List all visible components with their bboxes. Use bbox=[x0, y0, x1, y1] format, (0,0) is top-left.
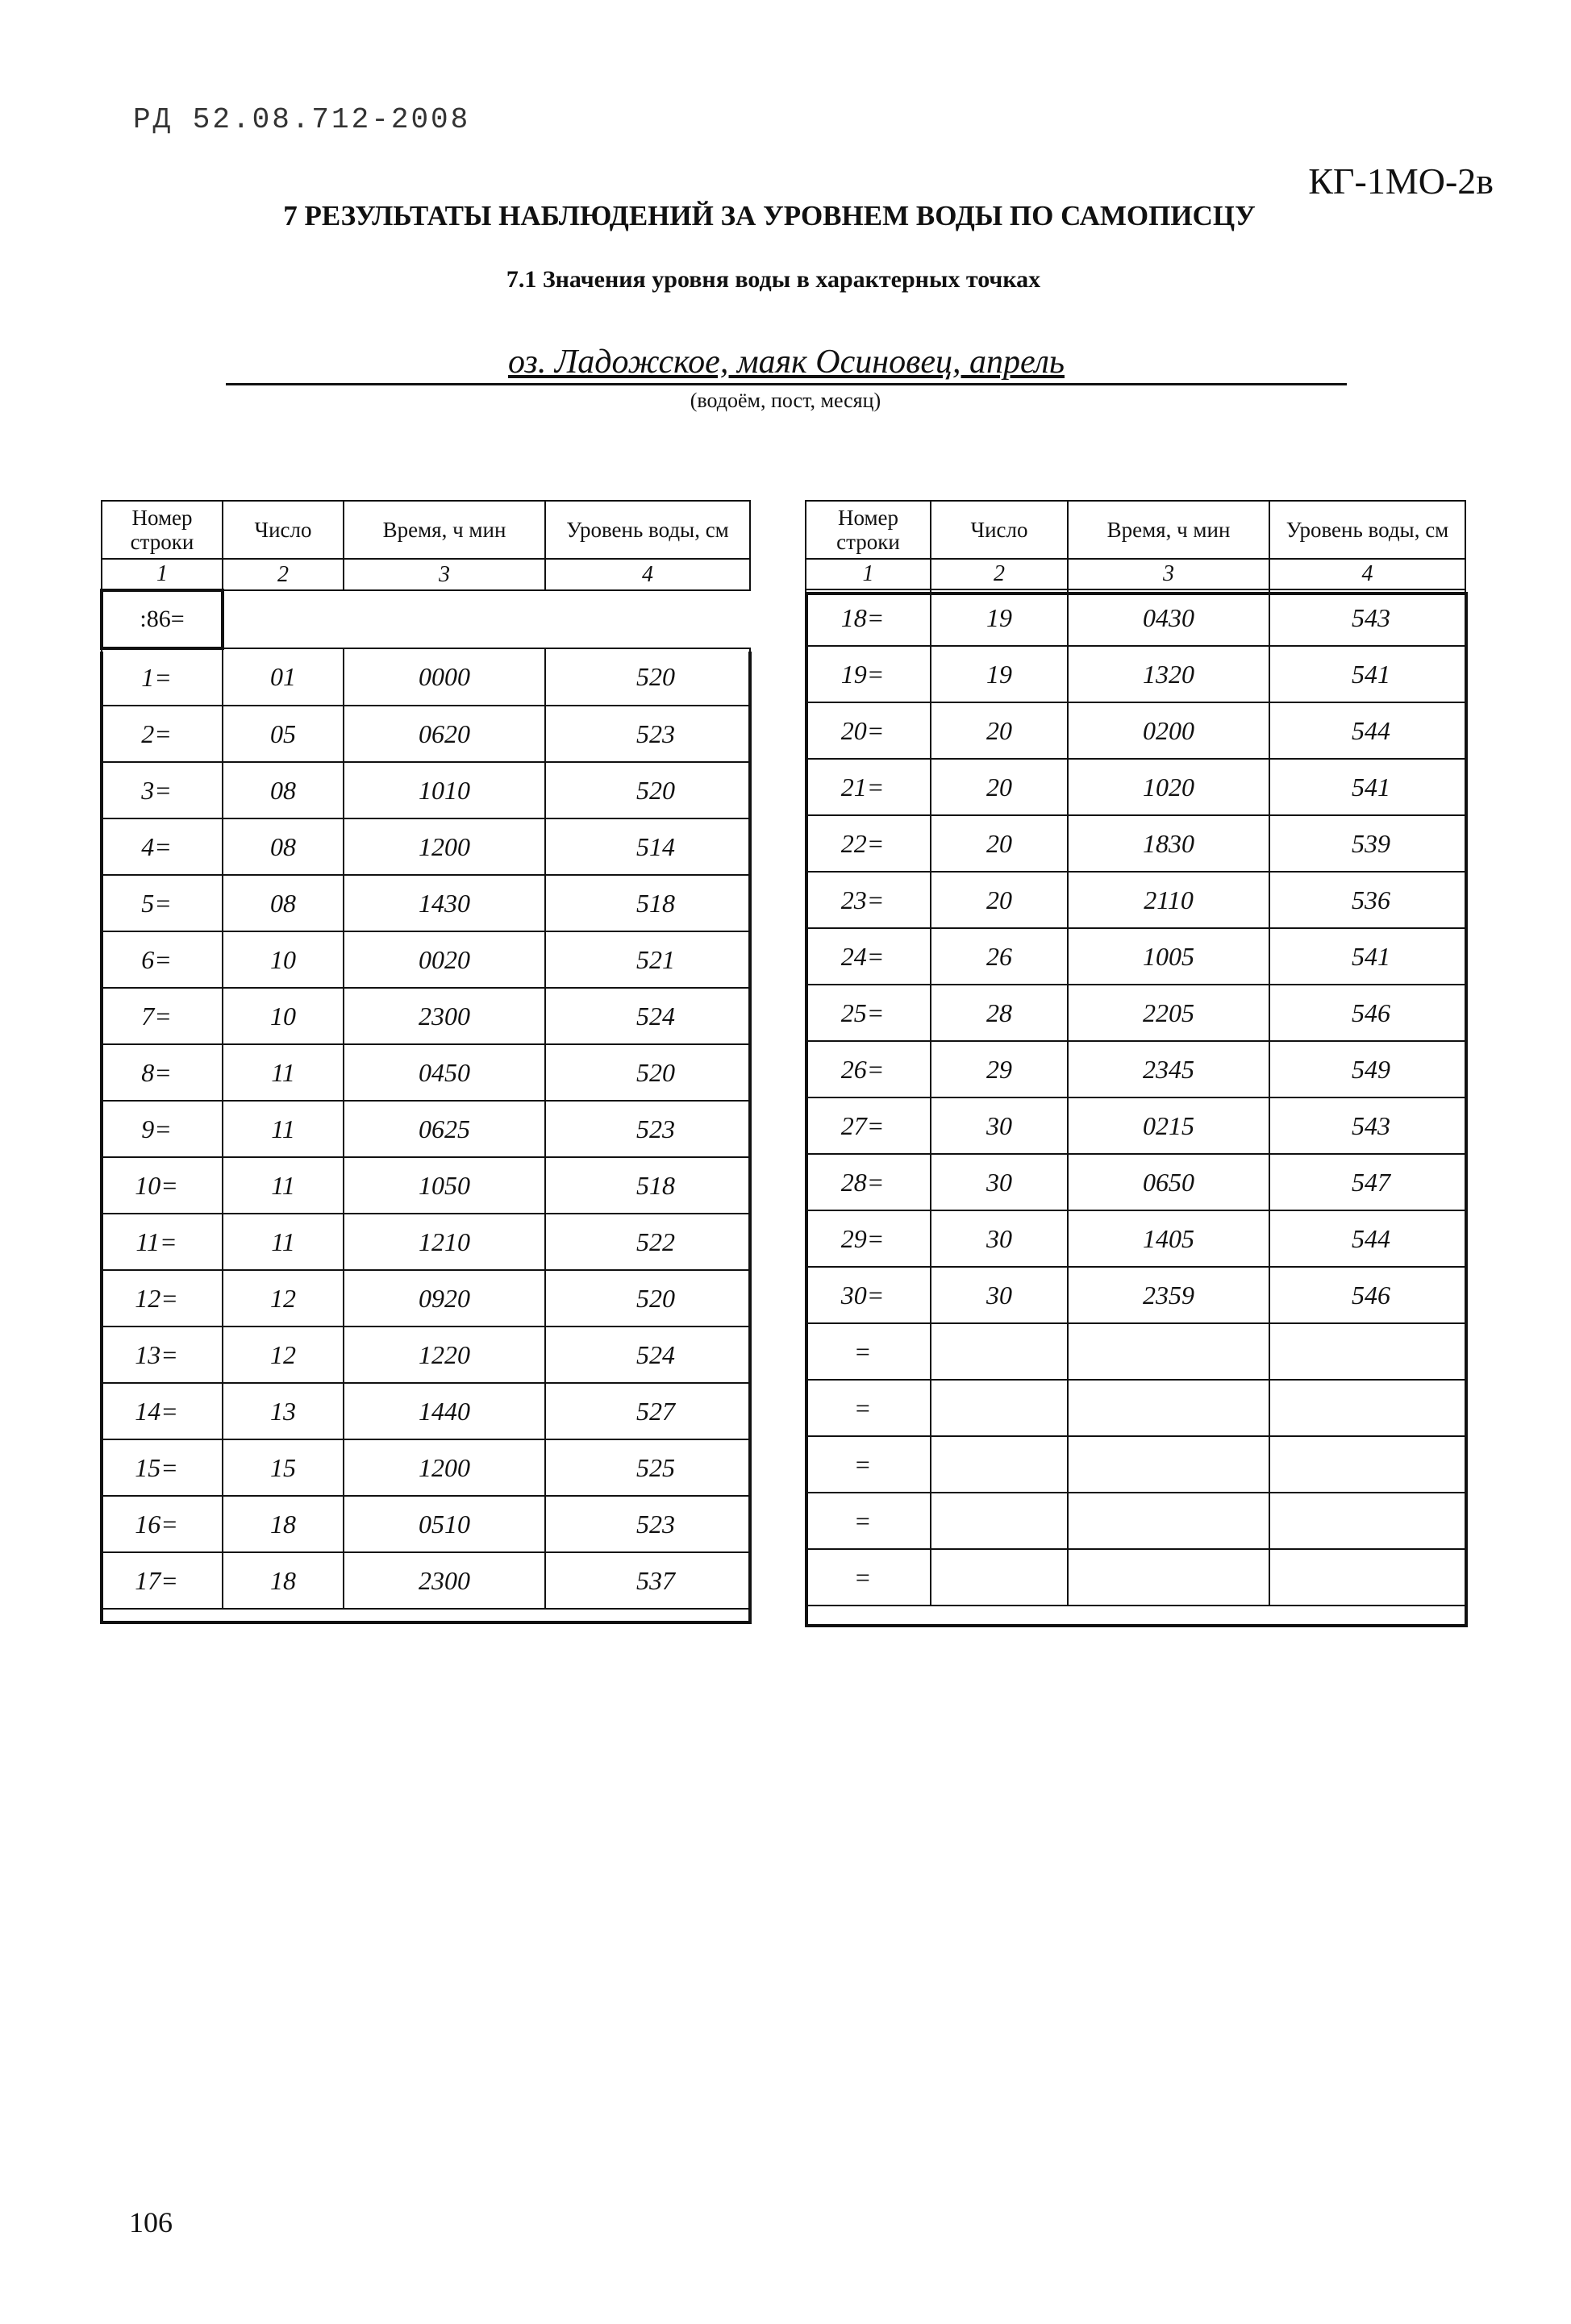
day-cell: 10 bbox=[223, 931, 344, 988]
table-row bbox=[102, 1496, 750, 1552]
row-number-cell: = bbox=[806, 1549, 931, 1606]
level-cell: 546 bbox=[1269, 1267, 1465, 1323]
time-cell: 1320 bbox=[1068, 646, 1269, 702]
row-number-cell: 27= bbox=[806, 1097, 931, 1154]
table-row bbox=[806, 1041, 1465, 1097]
row-number-cell: 4= bbox=[102, 818, 223, 875]
day-cell: 11 bbox=[223, 1101, 344, 1157]
level-cell: 541 bbox=[1269, 759, 1465, 815]
header-day: Число bbox=[931, 501, 1068, 559]
table-row bbox=[102, 1270, 750, 1327]
level-cell: 520 bbox=[545, 648, 750, 706]
level-cell: 537 bbox=[545, 1552, 750, 1609]
row-number-cell: 14= bbox=[102, 1383, 223, 1439]
day-cell: 18 bbox=[223, 1496, 344, 1552]
level-cell: 522 bbox=[545, 1214, 750, 1270]
row-number-cell: 25= bbox=[806, 985, 931, 1041]
day-cell: 30 bbox=[931, 1267, 1068, 1323]
level-cell: 546 bbox=[1269, 985, 1465, 1041]
header-row-number: Номер строки bbox=[102, 501, 223, 559]
column-number: 4 bbox=[545, 559, 750, 590]
column-number: 3 bbox=[1068, 559, 1269, 589]
day-cell: 20 bbox=[931, 815, 1068, 872]
day-cell: 20 bbox=[931, 759, 1068, 815]
day-cell: 20 bbox=[931, 702, 1068, 759]
header-level: Уровень воды, см bbox=[1269, 501, 1465, 559]
day-cell: 08 bbox=[223, 875, 344, 931]
row-number-cell: 15= bbox=[102, 1439, 223, 1496]
day-cell: 11 bbox=[223, 1157, 344, 1214]
table-row bbox=[102, 875, 750, 931]
column-number: 4 bbox=[1269, 559, 1465, 589]
row-number-cell: 10= bbox=[102, 1157, 223, 1214]
time-cell: 1020 bbox=[1068, 759, 1269, 815]
time-cell: 1200 bbox=[344, 818, 545, 875]
day-cell: 19 bbox=[931, 589, 1068, 646]
row-number-cell: 16= bbox=[102, 1496, 223, 1552]
table-row bbox=[806, 1380, 1465, 1436]
row-number-cell: 5= bbox=[102, 875, 223, 931]
row-number-cell: 30= bbox=[806, 1267, 931, 1323]
row-number-cell: 7= bbox=[102, 988, 223, 1044]
level-cell: 543 bbox=[1269, 589, 1465, 646]
level-cell: 520 bbox=[545, 1270, 750, 1327]
table-row bbox=[102, 648, 750, 706]
table-row bbox=[806, 1493, 1465, 1549]
level-cell bbox=[1269, 1549, 1465, 1606]
level-cell bbox=[1269, 1323, 1465, 1380]
day-cell: 30 bbox=[931, 1097, 1068, 1154]
table-row bbox=[102, 1552, 750, 1609]
table-row bbox=[102, 988, 750, 1044]
row-number-cell: 28= bbox=[806, 1154, 931, 1210]
table-row bbox=[102, 1101, 750, 1157]
time-cell: 2359 bbox=[1068, 1267, 1269, 1323]
level-cell: 525 bbox=[545, 1439, 750, 1496]
header-time: Время, ч мин bbox=[1068, 501, 1269, 559]
row-number-cell: 1= bbox=[102, 648, 223, 706]
row-number-cell: 18= bbox=[806, 589, 931, 646]
table-row bbox=[102, 1439, 750, 1496]
level-cell: 523 bbox=[545, 1101, 750, 1157]
table-row bbox=[806, 1549, 1465, 1606]
day-cell: 19 bbox=[931, 646, 1068, 702]
time-cell: 1430 bbox=[344, 875, 545, 931]
level-cell: 544 bbox=[1269, 702, 1465, 759]
day-cell: 15 bbox=[223, 1439, 344, 1496]
day-cell: 29 bbox=[931, 1041, 1068, 1097]
day-cell bbox=[931, 1493, 1068, 1549]
table-row bbox=[102, 818, 750, 875]
time-cell bbox=[1068, 1380, 1269, 1436]
column-number: 2 bbox=[223, 559, 344, 590]
row-number-cell: 9= bbox=[102, 1101, 223, 1157]
time-cell: 0510 bbox=[344, 1496, 545, 1552]
day-cell: 01 bbox=[223, 648, 344, 706]
time-cell: 1210 bbox=[344, 1214, 545, 1270]
place-field bbox=[226, 343, 1347, 385]
level-cell: 549 bbox=[1269, 1041, 1465, 1097]
row-number-cell: 21= bbox=[806, 759, 931, 815]
table-row bbox=[102, 706, 750, 762]
level-cell: 514 bbox=[545, 818, 750, 875]
level-cell: 520 bbox=[545, 762, 750, 818]
blank-cell bbox=[223, 590, 750, 648]
right-table-body bbox=[806, 589, 1465, 1606]
table-row bbox=[806, 589, 1465, 646]
time-cell: 0000 bbox=[344, 648, 545, 706]
day-cell: 28 bbox=[931, 985, 1068, 1041]
day-cell: 11 bbox=[223, 1044, 344, 1101]
level-cell bbox=[1269, 1380, 1465, 1436]
header-level: Уровень воды, см bbox=[545, 501, 750, 559]
day-cell: 20 bbox=[931, 872, 1068, 928]
time-cell: 1200 bbox=[344, 1439, 545, 1496]
day-cell bbox=[931, 1380, 1068, 1436]
time-cell: 2110 bbox=[1068, 872, 1269, 928]
row-number-cell: 29= bbox=[806, 1210, 931, 1267]
row-number-cell: = bbox=[806, 1493, 931, 1549]
table-row bbox=[806, 1210, 1465, 1267]
time-cell: 0020 bbox=[344, 931, 545, 988]
column-number: 3 bbox=[344, 559, 545, 590]
time-cell: 0215 bbox=[1068, 1097, 1269, 1154]
time-cell: 2300 bbox=[344, 1552, 545, 1609]
left-table-body bbox=[102, 648, 750, 1609]
level-cell: 518 bbox=[545, 875, 750, 931]
table-row bbox=[806, 1154, 1465, 1210]
time-cell: 0625 bbox=[344, 1101, 545, 1157]
time-cell: 0650 bbox=[1068, 1154, 1269, 1210]
table-row bbox=[102, 1327, 750, 1383]
day-cell: 10 bbox=[223, 988, 344, 1044]
page-number: 106 bbox=[129, 2206, 173, 2239]
day-cell: 08 bbox=[223, 762, 344, 818]
time-cell: 1440 bbox=[344, 1383, 545, 1439]
time-cell bbox=[1068, 1323, 1269, 1380]
level-cell: 524 bbox=[545, 1327, 750, 1383]
table-row bbox=[806, 646, 1465, 702]
day-cell bbox=[931, 1436, 1068, 1493]
time-cell: 1220 bbox=[344, 1327, 545, 1383]
day-cell: 12 bbox=[223, 1327, 344, 1383]
level-cell: 523 bbox=[545, 1496, 750, 1552]
column-number: 1 bbox=[102, 559, 223, 590]
time-cell: 2300 bbox=[344, 988, 545, 1044]
time-cell: 1005 bbox=[1068, 928, 1269, 985]
column-number: 2 bbox=[931, 559, 1068, 589]
table-row bbox=[102, 1383, 750, 1439]
time-cell: 1050 bbox=[344, 1157, 545, 1214]
level-cell: 539 bbox=[1269, 815, 1465, 872]
right-observations-table bbox=[805, 500, 1466, 1606]
day-cell bbox=[931, 1549, 1068, 1606]
row-number-cell: 19= bbox=[806, 646, 931, 702]
time-cell: 0430 bbox=[1068, 589, 1269, 646]
table-row bbox=[806, 928, 1465, 985]
day-cell: 18 bbox=[223, 1552, 344, 1609]
level-cell: 518 bbox=[545, 1157, 750, 1214]
day-cell: 30 bbox=[931, 1210, 1068, 1267]
day-cell: 26 bbox=[931, 928, 1068, 985]
document-code: РД 52.08.712-2008 bbox=[133, 103, 471, 136]
table-row bbox=[102, 1214, 750, 1270]
time-cell: 0920 bbox=[344, 1270, 545, 1327]
level-cell: 521 bbox=[545, 931, 750, 988]
row-number-cell: = bbox=[806, 1323, 931, 1380]
row-number-cell: 2= bbox=[102, 706, 223, 762]
day-cell bbox=[931, 1323, 1068, 1380]
level-cell: 541 bbox=[1269, 928, 1465, 985]
day-cell: 08 bbox=[223, 818, 344, 875]
level-cell bbox=[1269, 1493, 1465, 1549]
level-cell bbox=[1269, 1436, 1465, 1493]
level-cell: 536 bbox=[1269, 872, 1465, 928]
table-row bbox=[102, 1044, 750, 1101]
table-row bbox=[102, 1157, 750, 1214]
time-cell: 0200 bbox=[1068, 702, 1269, 759]
table-row bbox=[806, 759, 1465, 815]
time-cell bbox=[1068, 1436, 1269, 1493]
time-cell: 2205 bbox=[1068, 985, 1269, 1041]
header-day: Число bbox=[223, 501, 344, 559]
row-number-cell: 23= bbox=[806, 872, 931, 928]
day-cell: 12 bbox=[223, 1270, 344, 1327]
level-cell: 543 bbox=[1269, 1097, 1465, 1154]
header-row-number: Номер строки bbox=[806, 501, 931, 559]
row-number-cell: = bbox=[806, 1380, 931, 1436]
level-cell: 544 bbox=[1269, 1210, 1465, 1267]
time-cell bbox=[1068, 1493, 1269, 1549]
code-cell: :86= bbox=[102, 590, 223, 648]
table-row bbox=[102, 931, 750, 988]
section-title: 7 РЕЗУЛЬТАТЫ НАБЛЮДЕНИЙ ЗА УРОВНЕМ ВОДЫ ПО САМОПИСЦУ bbox=[283, 200, 1256, 231]
place-caption: (водоём, пост, месяц) bbox=[690, 389, 881, 412]
subsection-title: 7.1 Значения уровня воды в характерных точках bbox=[506, 266, 1041, 293]
day-cell: 05 bbox=[223, 706, 344, 762]
row-number-cell: 20= bbox=[806, 702, 931, 759]
level-cell: 524 bbox=[545, 988, 750, 1044]
table-row bbox=[806, 702, 1465, 759]
table-row bbox=[806, 1323, 1465, 1380]
table-row bbox=[102, 762, 750, 818]
level-cell: 527 bbox=[545, 1383, 750, 1439]
time-cell: 0450 bbox=[344, 1044, 545, 1101]
day-cell: 13 bbox=[223, 1383, 344, 1439]
table-row bbox=[806, 815, 1465, 872]
row-number-cell: 8= bbox=[102, 1044, 223, 1101]
header-time: Время, ч мин bbox=[344, 501, 545, 559]
time-cell bbox=[1068, 1549, 1269, 1606]
level-cell: 547 bbox=[1269, 1154, 1465, 1210]
row-number-cell: 24= bbox=[806, 928, 931, 985]
form-code: КГ-1МО-2в bbox=[1308, 160, 1494, 202]
time-cell: 1010 bbox=[344, 762, 545, 818]
level-cell: 541 bbox=[1269, 646, 1465, 702]
row-number-cell: = bbox=[806, 1436, 931, 1493]
time-cell: 2345 bbox=[1068, 1041, 1269, 1097]
day-cell: 30 bbox=[931, 1154, 1068, 1210]
day-cell: 11 bbox=[223, 1214, 344, 1270]
place-value: оз. Ладожское, маяк Осиновец, апрель bbox=[507, 344, 1065, 381]
table-row bbox=[806, 985, 1465, 1041]
table-row bbox=[806, 1267, 1465, 1323]
row-number-cell: 22= bbox=[806, 815, 931, 872]
row-number-cell: 13= bbox=[102, 1327, 223, 1383]
row-number-cell: 3= bbox=[102, 762, 223, 818]
row-number-cell: 12= bbox=[102, 1270, 223, 1327]
time-cell: 1830 bbox=[1068, 815, 1269, 872]
row-number-cell: 26= bbox=[806, 1041, 931, 1097]
row-number-cell: 6= bbox=[102, 931, 223, 988]
row-number-cell: 17= bbox=[102, 1552, 223, 1609]
time-cell: 0620 bbox=[344, 706, 545, 762]
level-cell: 523 bbox=[545, 706, 750, 762]
table-row bbox=[806, 1097, 1465, 1154]
table-row bbox=[806, 1436, 1465, 1493]
column-number: 1 bbox=[806, 559, 931, 589]
level-cell: 520 bbox=[545, 1044, 750, 1101]
time-cell: 1405 bbox=[1068, 1210, 1269, 1267]
row-number-cell: 11= bbox=[102, 1214, 223, 1270]
table-row bbox=[806, 872, 1465, 928]
left-observations-table bbox=[100, 500, 751, 1610]
